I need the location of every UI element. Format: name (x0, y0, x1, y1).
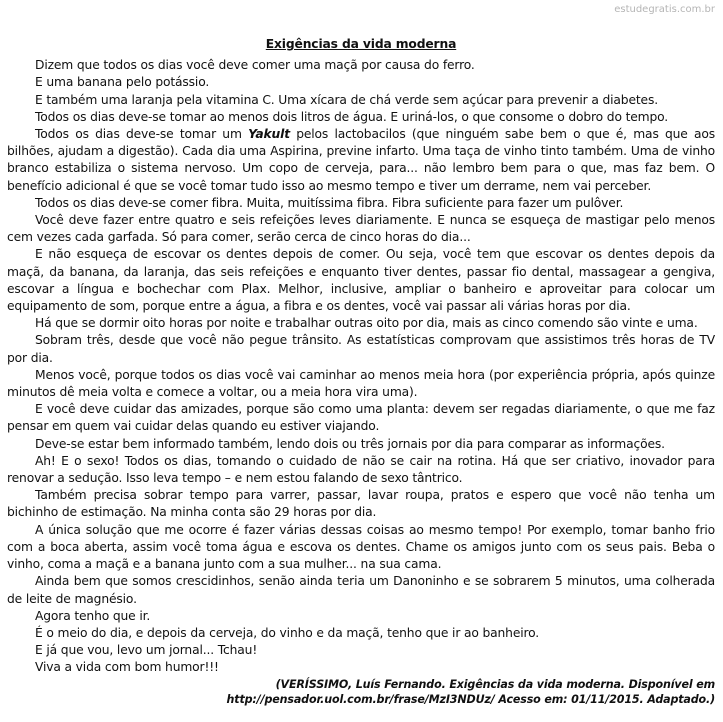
paragraph-5-part-1: Todos os dias deve-se tomar um (35, 127, 249, 142)
paragraph-13: Deve-se estar bem informado também, lendo dois ou três jornais por dia para comparar as informações. (35, 436, 665, 451)
citation: (VERÍSSIMO, Luís Fernando. Exigências da vida moderna. Disponível em http://pensador.uol.com.br/frase/MzI3NDUz/ Acesso em: 01/11/2015. Adaptado.) (226, 677, 715, 706)
paragraph-20: E já que vou, levo um jornal... Tchau! (35, 643, 258, 658)
paragraph-16: A única solução que me ocorre é fazer várias dessas coisas ao mesmo tempo! Por exemplo, tomar banho frio com a boca aberta, assim você toma água e escova os dentes. Chame os amigos junto com os seus pais. Beba o vinho, coma a maçã e a banana junto com a sua mulher... na sua cama. (7, 522, 715, 572)
document-body (7, 36, 715, 707)
paragraph-4: Todos os dias deve-se tomar ao menos dois litros de água. E uriná-los, o que consome o dobro do tempo. (35, 109, 669, 124)
paragraph-5 (7, 126, 715, 195)
paragraph-8: E não esqueça de escovar os dentes depois de comer. Ou seja, você tem que escovar os dentes depois da maçã, da banana, da laranja, das seis refeições e enquanto tiver dentes, passar fio dental, massagear a gengiva, escovar a língua e bochechar com Plax. Melhor, inclusive, ampliar o banheiro e aproveitar para colocar um equipamento de som, porque entre a água, a fibra e os dentes, você vai passar ali várias horas por dia. (7, 247, 715, 314)
paragraph-2: E uma banana pelo potássio. (35, 75, 210, 90)
paragraph-18: Agora tenho que ir. (35, 608, 151, 623)
paragraph-5-part-2: pelos lactobacilos (que ninguém sabe bem o que é, mas que aos bilhões, ajudam a digestão). Cada dia uma Aspirina, previne infarto. Uma taça de vinho tinto também. Uma de vinho branco estabiliza o sistema nervoso. Um copo de cerveja, para... não lembro bem para o que, mas faz bem. O benefício adicional é que se você tomar tudo isso ao mesmo tempo e tiver um derrame, nem vai perceber. (7, 127, 716, 193)
paragraph-9: Há que se dormir oito horas por noite e trabalhar outras oito por dia, mais as cinco comendo são vinte e uma. (35, 316, 698, 331)
paragraph-19: É o meio do dia, e depois da cerveja, do vinho e da maçã, tenho que ir ao banheiro. (35, 625, 540, 640)
paragraph-3: E também uma laranja pela vitamina C. Uma xícara de chá verde sem açúcar para prevenir a diabetes. (35, 92, 658, 107)
paragraph-15: Também precisa sobrar tempo para varrer, passar, lavar roupa, pratos e espero que você não tenha um bichinho de estimação. Na minha conta são 29 horas por dia. (7, 488, 715, 520)
yakult-italic-text: Yakult (248, 127, 290, 142)
paragraph-17: Ainda bem que somos crescidinhos, senão ainda teria um Danoninho e se sobrarem 5 minutos, uma colherada de leite de magnésio. (7, 574, 715, 606)
paragraph-10: Sobram três, desde que você não pegue trânsito. As estatísticas comprovam que assistimos três horas de TV por dia. (7, 333, 715, 365)
paragraph-1: Dizem que todos os dias você deve comer uma maçã por causa do ferro. (35, 58, 475, 73)
paragraph-6: Todos os dias deve-se comer fibra. Muita, muitíssima fibra. Fibra suficiente para fazer um pulôver. (35, 195, 624, 210)
document-title: Exigências da vida moderna (265, 37, 457, 51)
paragraph-11: Menos você, porque todos os dias você vai caminhar ao menos meia hora (por experiência própria, após quinze minutos dê meia volta e comece a voltar, ou a meia hora vira uma). (7, 367, 715, 400)
paragraph-12: E você deve cuidar das amizades, porque são como uma planta: devem ser regadas diariamente, o que me faz pensar em quem vai cuidar delas quando eu estiver viajando. (7, 402, 715, 434)
watermark: estudegratis.com.br (614, 4, 715, 15)
paragraph-7: Você deve fazer entre quatro e seis refeições leves diariamente. E nunca se esqueça de mastigar pelo menos cem vezes cada garfada. Só para comer, serão cerca de cinco horas do dia... (7, 213, 715, 245)
paragraph-14: Ah! E o sexo! Todos os dias, tomando o cuidado de não se cair na rotina. Há que ser criativo, inovador para renovar a sedução. Isso leva tempo – e nem estou falando de sexo tântrico. (7, 453, 715, 486)
paragraph-21: Viva a vida com bom humor!!! (35, 660, 219, 675)
